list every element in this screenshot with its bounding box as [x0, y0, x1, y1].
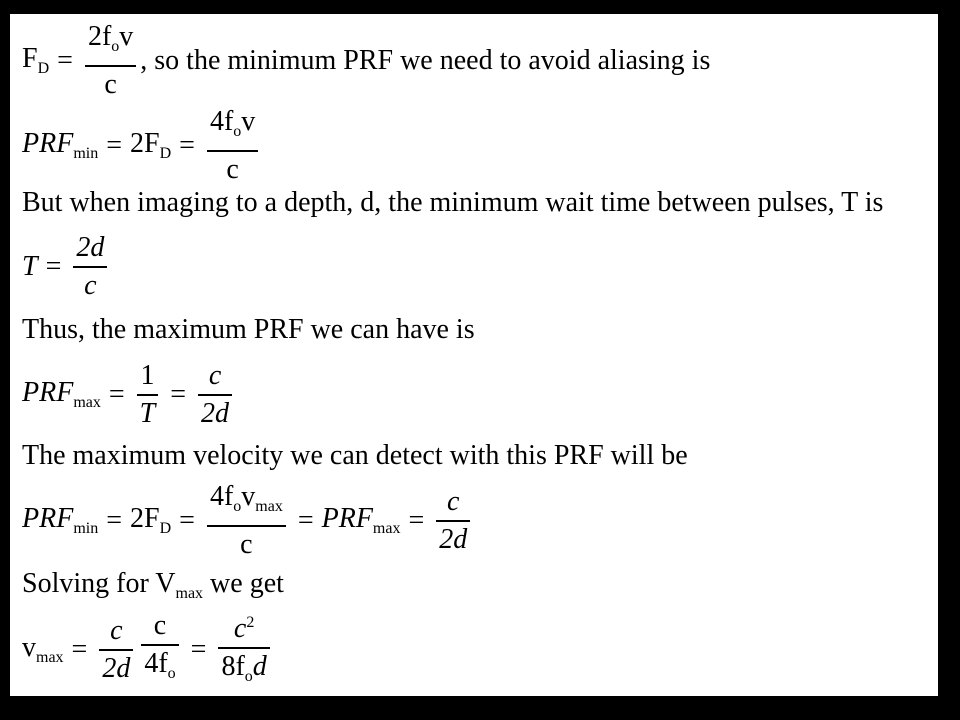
eq5-f1-numerator	[207, 482, 286, 525]
eq1-lhs-symbol: F	[22, 43, 38, 74]
eq2-num-sub: o	[233, 123, 242, 140]
eq5-mid	[130, 505, 171, 537]
eq6-f3-denominator	[218, 649, 269, 692]
eq6-fraction-2	[141, 611, 178, 689]
eq6-f3-den-b: d	[252, 651, 267, 682]
eq1-equals: =	[57, 45, 73, 76]
eq2-mid-symbol: 2F	[130, 128, 160, 159]
eq2-fraction	[207, 107, 258, 185]
eq4-lhs	[22, 379, 101, 411]
eq5-rhs-symbol: PRF	[321, 503, 373, 534]
eq6-f3-num-sup: 2	[246, 614, 255, 631]
text4-after: we get	[203, 568, 284, 599]
eq6-f3-numerator	[231, 608, 257, 647]
eq1-lhs-subscript: D	[37, 60, 50, 77]
eq5-mid-symbol: 2F	[130, 503, 160, 534]
eq2-num-a: 4f	[209, 106, 234, 137]
eq4-f1-denominator: T	[139, 398, 156, 429]
eq6-f2-den-a: 4f	[144, 648, 168, 679]
eq2-mid	[130, 130, 171, 162]
text-depth-wait-time: But when imaging to a depth, d, the minimum wait time between pulses, T is	[22, 187, 884, 218]
eq6-lhs	[22, 634, 64, 666]
eq6-fraction-3	[218, 608, 269, 692]
eq6-f3-den-sub: o	[244, 668, 253, 685]
eq2-numerator	[207, 107, 258, 150]
eq4-f1-numerator: 1	[140, 360, 155, 391]
eq6-equals-1: =	[71, 634, 88, 665]
eq5-lhs-subscript: min	[73, 520, 99, 537]
eq5-f1-num-b: v	[241, 481, 256, 512]
eq2-lhs	[22, 130, 98, 162]
wait-time-equation	[22, 226, 111, 308]
eq6-f3-den-a: 8f	[221, 651, 245, 682]
eq5-rhs	[322, 505, 401, 537]
eq5-lhs	[22, 505, 98, 537]
eq6-f3-num: c	[233, 613, 247, 644]
eq5-fraction-1	[207, 482, 286, 560]
eq5-equals-1: =	[106, 505, 122, 536]
eq6-f2-numerator: c	[153, 610, 167, 641]
eq3-equals: =	[45, 251, 62, 282]
eq2-lhs-symbol: PRF	[22, 128, 74, 159]
eq4-fraction-1	[137, 361, 159, 429]
eq5-equals-2: =	[179, 505, 195, 536]
eq6-lhs-subscript: max	[36, 649, 64, 666]
eq5-mid-subscript: D	[159, 520, 172, 537]
text4-before: Solving for V	[22, 568, 176, 599]
eq5-fraction-2	[436, 487, 470, 555]
eq4-equals-2: =	[170, 379, 187, 410]
eq5-f2-numerator: c	[447, 486, 460, 517]
text-maximum-prf: Thus, the maximum PRF we can have is	[22, 314, 475, 345]
eq2-equals-2: =	[179, 130, 195, 161]
eq5-lhs-symbol: PRF	[22, 503, 74, 534]
eq5-f1-denominator: c	[240, 529, 253, 560]
eq1-num-b: v	[119, 21, 134, 52]
eq2-lhs-subscript: min	[73, 145, 99, 162]
eq3-numerator: 2d	[76, 232, 105, 263]
prf-max-equation	[22, 354, 236, 436]
eq5-f1-num-a: 4f	[209, 481, 234, 512]
slide-page	[10, 14, 938, 696]
eq2-mid-subscript: D	[159, 145, 172, 162]
eq4-f2-numerator: c	[208, 360, 222, 391]
eq1-numerator	[85, 22, 136, 65]
eq4-f2-denominator: 2d	[201, 398, 230, 429]
eq6-f1-denominator: 2d	[102, 653, 131, 684]
eq3-denominator: c	[84, 270, 97, 301]
eq1-denominator: c	[104, 69, 117, 100]
eq3-fraction	[73, 233, 107, 301]
eq2-denominator: c	[226, 154, 239, 185]
eq5-equals-4: =	[408, 505, 425, 536]
text-solving-vmax	[22, 570, 284, 602]
eq6-fraction-1	[99, 616, 133, 684]
velocity-prf-equation	[22, 480, 474, 562]
eq5-rhs-subscript: max	[372, 520, 401, 537]
eq4-lhs-subscript: max	[73, 394, 101, 411]
eq1-num-sub: o	[111, 38, 120, 55]
eq4-lhs-symbol: PRF	[22, 377, 74, 408]
eq4-equals-1: =	[108, 379, 125, 410]
eq5-f1-num-sub2: max	[255, 498, 283, 515]
eq1-lhs	[22, 45, 49, 77]
eq2-equals-1: =	[106, 130, 122, 161]
vmax-equation	[22, 608, 274, 692]
text-maximum-velocity: The maximum velocity we can detect with this PRF will be	[22, 440, 688, 471]
text4-subscript: max	[175, 585, 204, 602]
eq6-f2-denominator	[141, 646, 178, 689]
prf-min-equation	[22, 108, 262, 184]
eq1-fraction	[85, 22, 136, 100]
eq5-f1-num-sub1: o	[233, 498, 242, 515]
eq5-f2-denominator: 2d	[439, 524, 468, 555]
eq1-num-a: 2f	[87, 21, 112, 52]
eq6-lhs-symbol: v	[22, 632, 36, 663]
eq4-fraction-2	[198, 361, 232, 429]
eq3-lhs: T	[22, 251, 38, 282]
eq6-f1-numerator: c	[110, 615, 123, 646]
eq2-num-b: v	[241, 106, 256, 137]
eq6-equals-2: =	[190, 634, 207, 665]
eq1-text: , so the minimum PRF we need to avoid aliasing is	[140, 45, 711, 76]
doppler-shift-equation	[22, 21, 711, 100]
eq6-f2-den-sub: o	[167, 665, 176, 682]
eq5-equals-3: =	[297, 505, 314, 536]
